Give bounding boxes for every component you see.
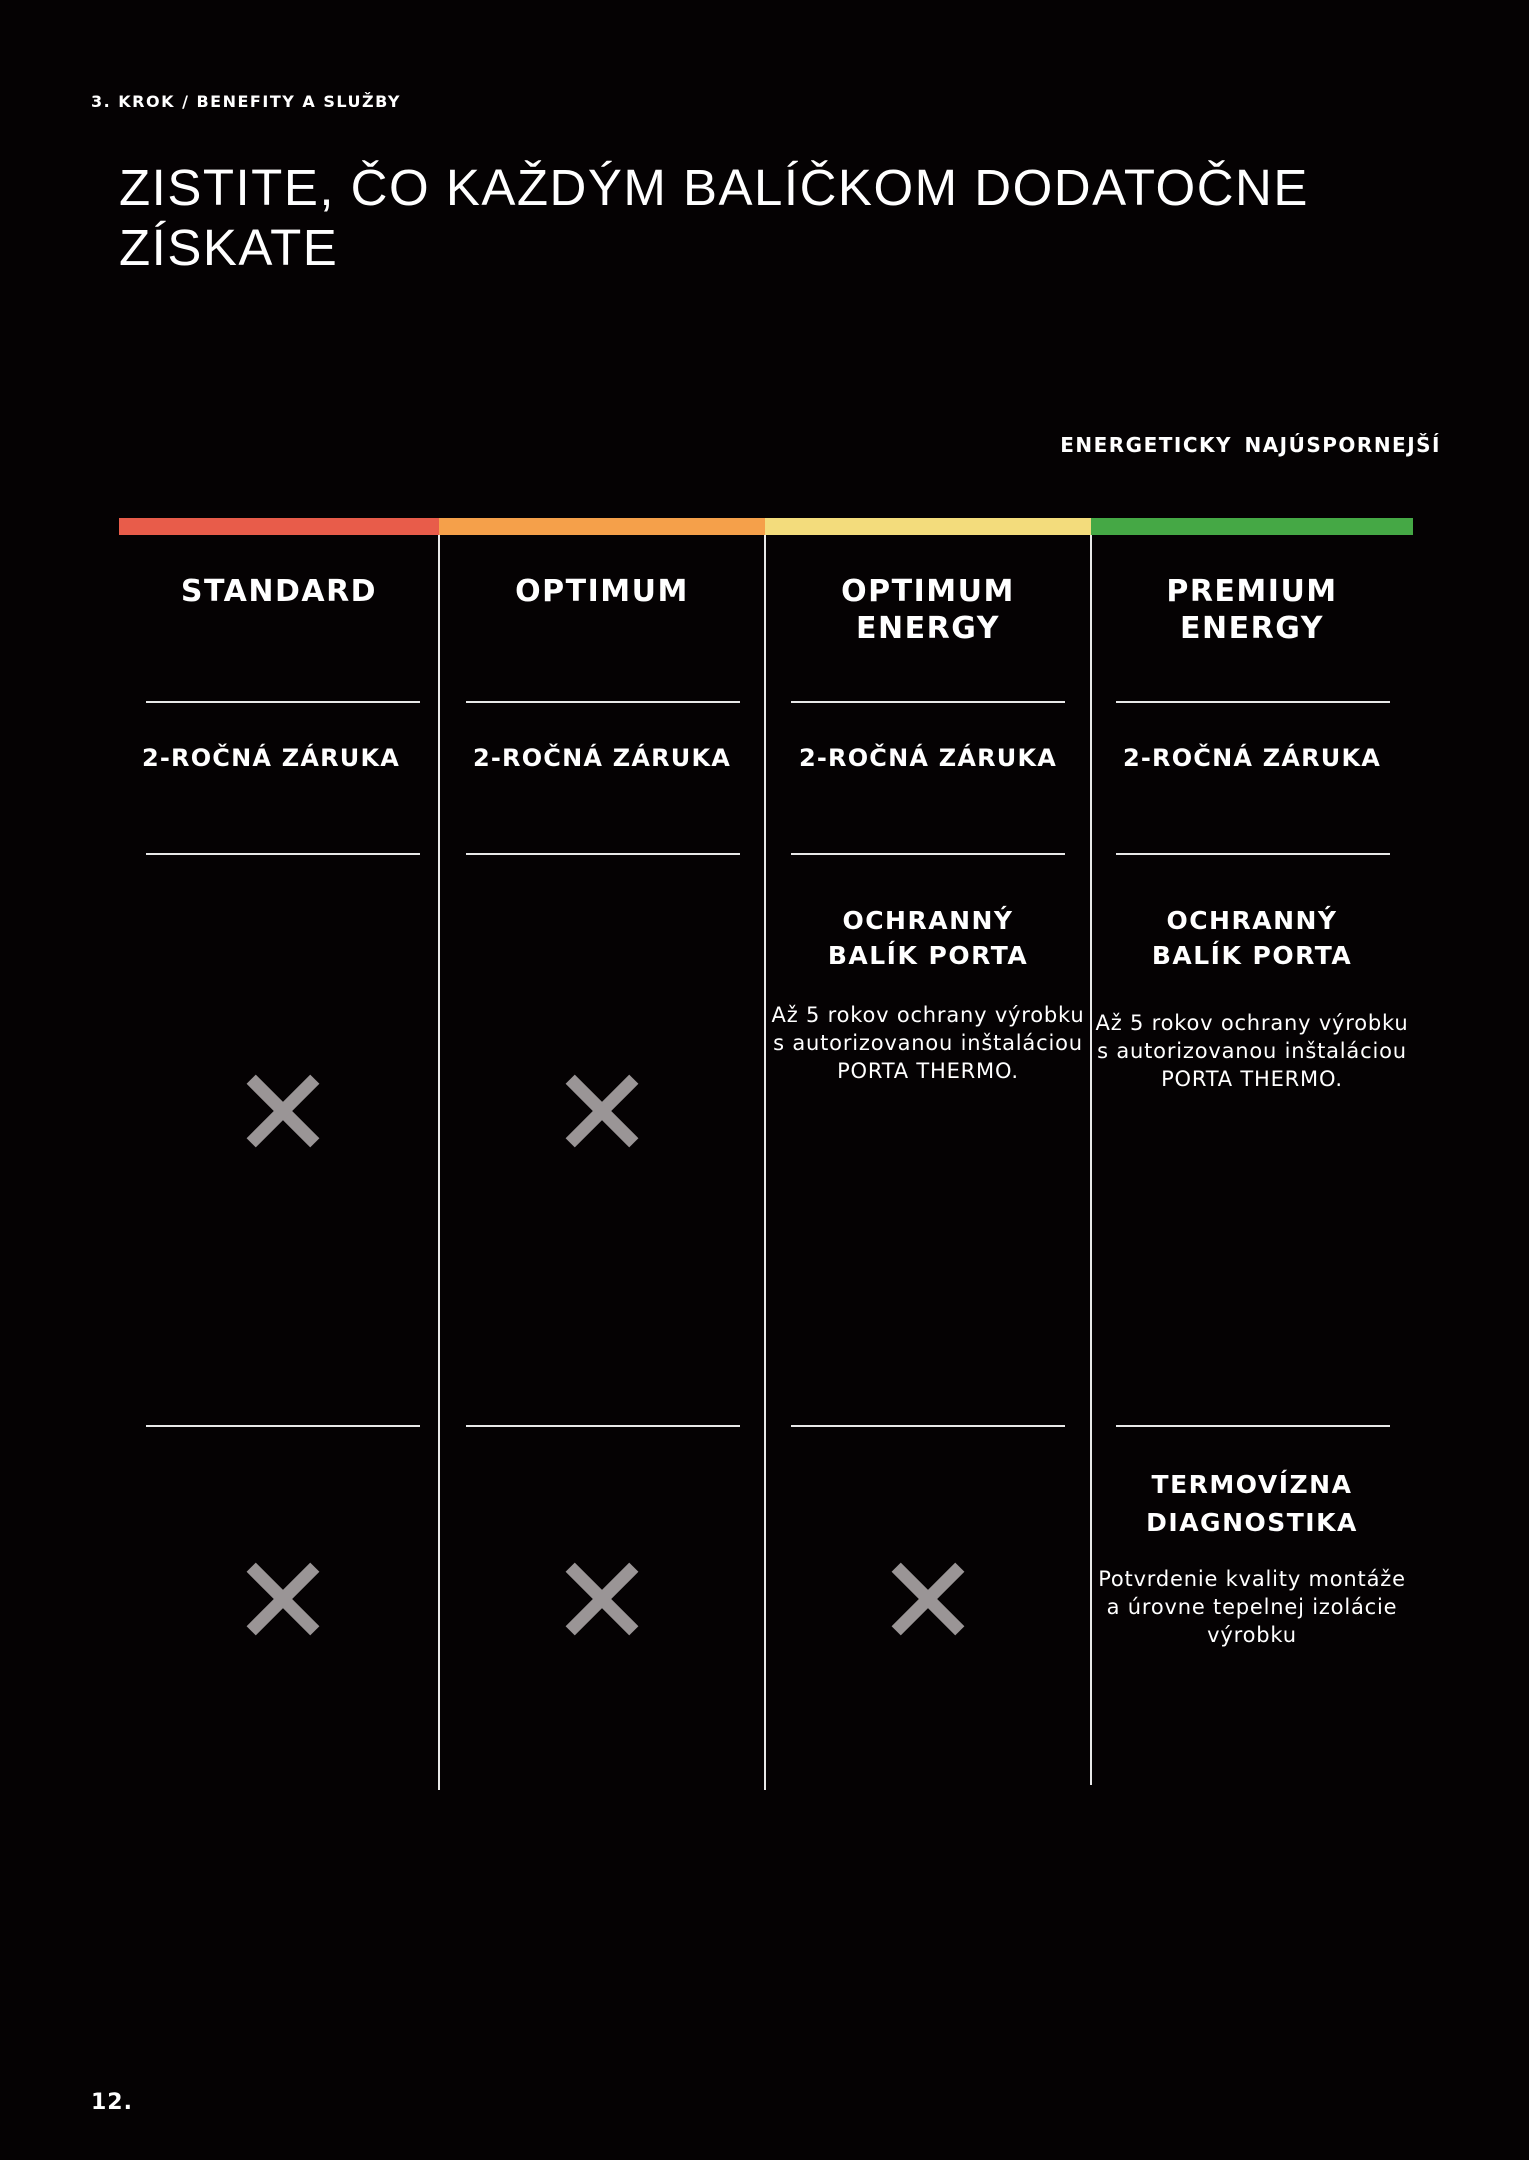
row-divider [1116, 853, 1390, 855]
feature-desc-protection: Až 5 rokov ochrany výrobku s autorizovanou inštaláciou PORTA THERMO. [1095, 1011, 1409, 1091]
column-divider [764, 535, 766, 1790]
row-divider [791, 701, 1065, 703]
feature-title-protection: OCHRANNÝ BALÍK PORTA [1151, 906, 1353, 970]
row-divider [146, 701, 420, 703]
row-divider [146, 853, 420, 855]
warranty-optimum: 2-ROČNÁ ZÁRUKA [472, 744, 732, 772]
row-divider [466, 1425, 740, 1427]
energy-efficiency-label: ENERGETICKY NAJÚSPORNEJŠÍ [1060, 433, 1441, 457]
row-divider [1116, 701, 1390, 703]
warranty-standard: 2-ROČNÁ ZÁRUKA [141, 744, 401, 772]
column-heading-optimum: OPTIMUM [515, 574, 689, 609]
feature-title-diagnostics: TERMOVÍZNA DIAGNOSTIKA [1146, 1470, 1358, 1537]
row-divider [791, 853, 1065, 855]
feature-title-protection: OCHRANNÝ BALÍK PORTA [827, 906, 1029, 970]
x-icon [248, 1564, 318, 1634]
warranty-premium-energy: 2-ROČNÁ ZÁRUKA [1122, 744, 1382, 772]
row-divider [1116, 1425, 1390, 1427]
efficiency-bar-standard [119, 518, 439, 535]
row-divider [791, 1425, 1065, 1427]
breadcrumb: 3. KROK / BENEFITY A SLUŽBY [91, 92, 401, 111]
x-icon [567, 1564, 637, 1634]
column-heading-premium-energy: PREMIUM ENERGY [1166, 574, 1338, 646]
efficiency-bar-optimum [439, 518, 765, 535]
page-title: ZISTITE, ČO KAŽDÝM BALÍČKOM DODATOČNE ZÍSKATE [119, 159, 1309, 276]
efficiency-bar-premium-energy [1091, 518, 1413, 535]
x-icon [248, 1076, 318, 1146]
row-divider [466, 853, 740, 855]
x-icon [567, 1076, 637, 1146]
x-icon [893, 1564, 963, 1634]
warranty-optimum-energy: 2-ROČNÁ ZÁRUKA [798, 744, 1058, 772]
column-divider [438, 535, 440, 1790]
efficiency-bar-optimum-energy [765, 518, 1091, 535]
column-heading-optimum-energy: OPTIMUM ENERGY [841, 574, 1015, 646]
feature-desc-diagnostics: Potvrdenie kvality montáže a úrovne tepelnej izolácie výrobku [1098, 1567, 1406, 1647]
feature-desc-protection: Až 5 rokov ochrany výrobku s autorizovanou inštaláciou PORTA THERMO. [771, 1003, 1085, 1083]
row-divider [146, 1425, 420, 1427]
row-divider [466, 701, 740, 703]
column-heading-standard: STANDARD [180, 574, 378, 609]
page-number: 12. [91, 2090, 133, 2115]
